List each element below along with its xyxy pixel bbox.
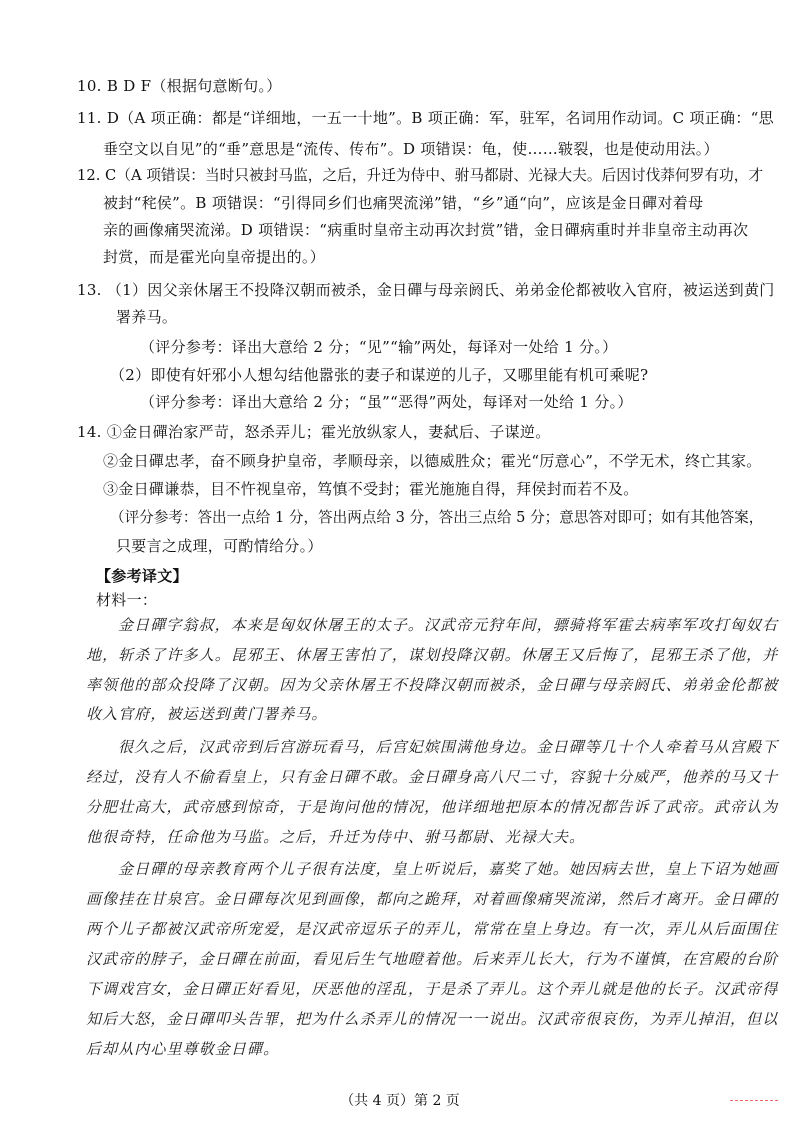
paragraph-1-line-3: 率领他的部众投降了汉朝。因为父亲休屠王不投降汉朝而被杀，金日磾与母亲阏氏、弟弟金伦都被	[86, 676, 779, 694]
material-label: 材料一：	[96, 591, 158, 609]
paragraph-2-line-3: 分肥壮高大，武帝感到惊奇，于是询问他的情况，他详细地把原本的情况都告诉了武帝。武帝认为	[86, 798, 779, 816]
paragraph-3-line-5: 下调戏宫女，金日磾正好看见，厌恶他的淫乱，于是杀了弄儿。这个弄儿就是他的长子。汉武帝得	[86, 980, 779, 998]
answer-10: 10. B D F（根据句意断句。）	[77, 77, 282, 95]
paragraph-3-line-6: 知后大怒，金日磾叩头告罪，把为什么杀弄儿的情况一一说出。汉武帝很哀伤，为弄儿掉泪，但以	[86, 1010, 779, 1028]
answer-13-1-line-1: 13. （1）因父亲休屠王不投降汉朝而被杀，金日磾与母亲阏氏、弟弟金伦都被收入官府，被运送到黄门	[77, 281, 775, 299]
answer-13-1-line-2: 署养马。	[116, 308, 178, 326]
paragraph-2-line-1: 很久之后，汉武帝到后宫游玩看马，后宫妃嫔围满他身边。金日磾等几十个人牵着马从宫殿下	[118, 738, 779, 756]
answer-13-2-scoring: （评分参考：译出大意给 2 分；“虽”“恶得”两处，每译对一处给 1 分。）	[140, 393, 633, 411]
answer-12-line-3: 亲的画像痛哭流涕。D 项错误：“病重时皇帝主动再次封赏”错，金日磾病重时并非皇帝主动再次	[103, 221, 749, 239]
paragraph-3-line-1: 金日磾的母亲教育两个儿子很有法度，皇上听说后，嘉奖了她。她因病去世，皇上下诏为她画	[118, 860, 779, 878]
page-footer: （共 4 页）第 2 页	[340, 1093, 460, 1109]
answer-11-line-2: 垂空文以自见”的“垂”意思是“流传、传布”。D 项错误：龟，使……皲裂，也是使动用法。）	[103, 140, 719, 158]
paragraph-1-line-2: 地，斩杀了许多人。昆邪王、休屠王害怕了，谋划投降汉朝。休屠王又后悔了，昆邪王杀了他，并	[86, 646, 779, 664]
paragraph-3-line-4: 汉武帝的脖子，金日磾在前面，看见后生气地瞪着他。后来弄儿长大，行为不谨慎，在宫殿的台阶	[86, 950, 779, 968]
paragraph-1-line-1: 金日磾字翁叔，本来是匈奴休屠王的太子。汉武帝元狩年间，骠骑将军霍去病率军攻打匈奴右	[118, 616, 779, 634]
answer-14-point-1: 14. ①金日磾治家严苛，怒杀弄儿；霍光放纵家人，妻弑后、子谋逆。	[77, 423, 551, 441]
answer-14-point-2: ②金日磾忠孝，奋不顾身护皇帝，孝顺母亲，以德威胜众；霍光“厉意心”，不学无术，终亡其家。	[103, 452, 762, 470]
answer-14-scoring-line-2: 只要言之成理，可酌情给分。）	[116, 537, 323, 555]
answer-12-line-2: 被封“秺侯”。B 项错误：“引得同乡们也痛哭流涕”错，“乡”通“向”，应该是金日磾对着母	[103, 194, 704, 212]
paragraph-2-line-4: 他很奇特，任命他为马监。之后，升迁为侍中、驸马都尉、光禄大夫。	[86, 828, 586, 846]
answer-14-point-3: ③金日磾谦恭，目不忤视皇帝，笃慎不受封；霍光施施自得，拜侯封而若不及。	[103, 480, 639, 498]
answer-11-line-1: 11. D（A 项正确：都是“详细地，一五一十地”。B 项正确：军，驻军，名词用作动词。C 项正确：“思	[77, 109, 774, 127]
answer-13-1-scoring: （评分参考：译出大意给 2 分；“见”“输”两处，每译对一处给 1 分。）	[140, 338, 618, 356]
answer-12-line-4: 封赏，而是霍光向皇帝提出的。）	[103, 248, 326, 266]
scan-mark	[730, 1100, 778, 1101]
paragraph-3-line-7: 后却从内心里尊敬金日磾。	[86, 1040, 280, 1058]
paragraph-1-line-4: 收入官府，被运送到黄门署养马。	[86, 705, 328, 723]
answer-13-2-line-1: （2）即使有奸邪小人想勾结他嚣张的妻子和谋逆的儿子，又哪里能有机可乘呢?	[110, 366, 649, 384]
answer-14-scoring-line-1: （评分参考：答出一点给 1 分，答出两点给 3 分，答出三点给 5 分；意思答对即可；如有其他答案，	[110, 509, 764, 526]
paragraph-3-line-2: 画像挂在甘泉宫。金日磾每次见到画像，都向之跪拜，对着画像痛哭流涕，然后才离开。金日磾的	[86, 890, 779, 908]
paragraph-2-line-2: 经过，没有人不偷看皇上，只有金日磾不敢。金日磾身高八尺二寸，容貌十分威严，他养的马又十	[86, 768, 779, 786]
translation-heading: 【参考译文】	[96, 567, 188, 585]
paragraph-3-line-3: 两个儿子都被汉武帝所宠爱，是汉武帝逗乐子的弄儿，常常在皇上身边。有一次，弄儿从后面围住	[86, 920, 779, 938]
answer-12-line-1: 12. C（A 项错误：当时只被封马监，之后，升迁为侍中、驸马都尉、光禄大夫。后因讨伐莽何罗有功，才	[77, 167, 764, 184]
